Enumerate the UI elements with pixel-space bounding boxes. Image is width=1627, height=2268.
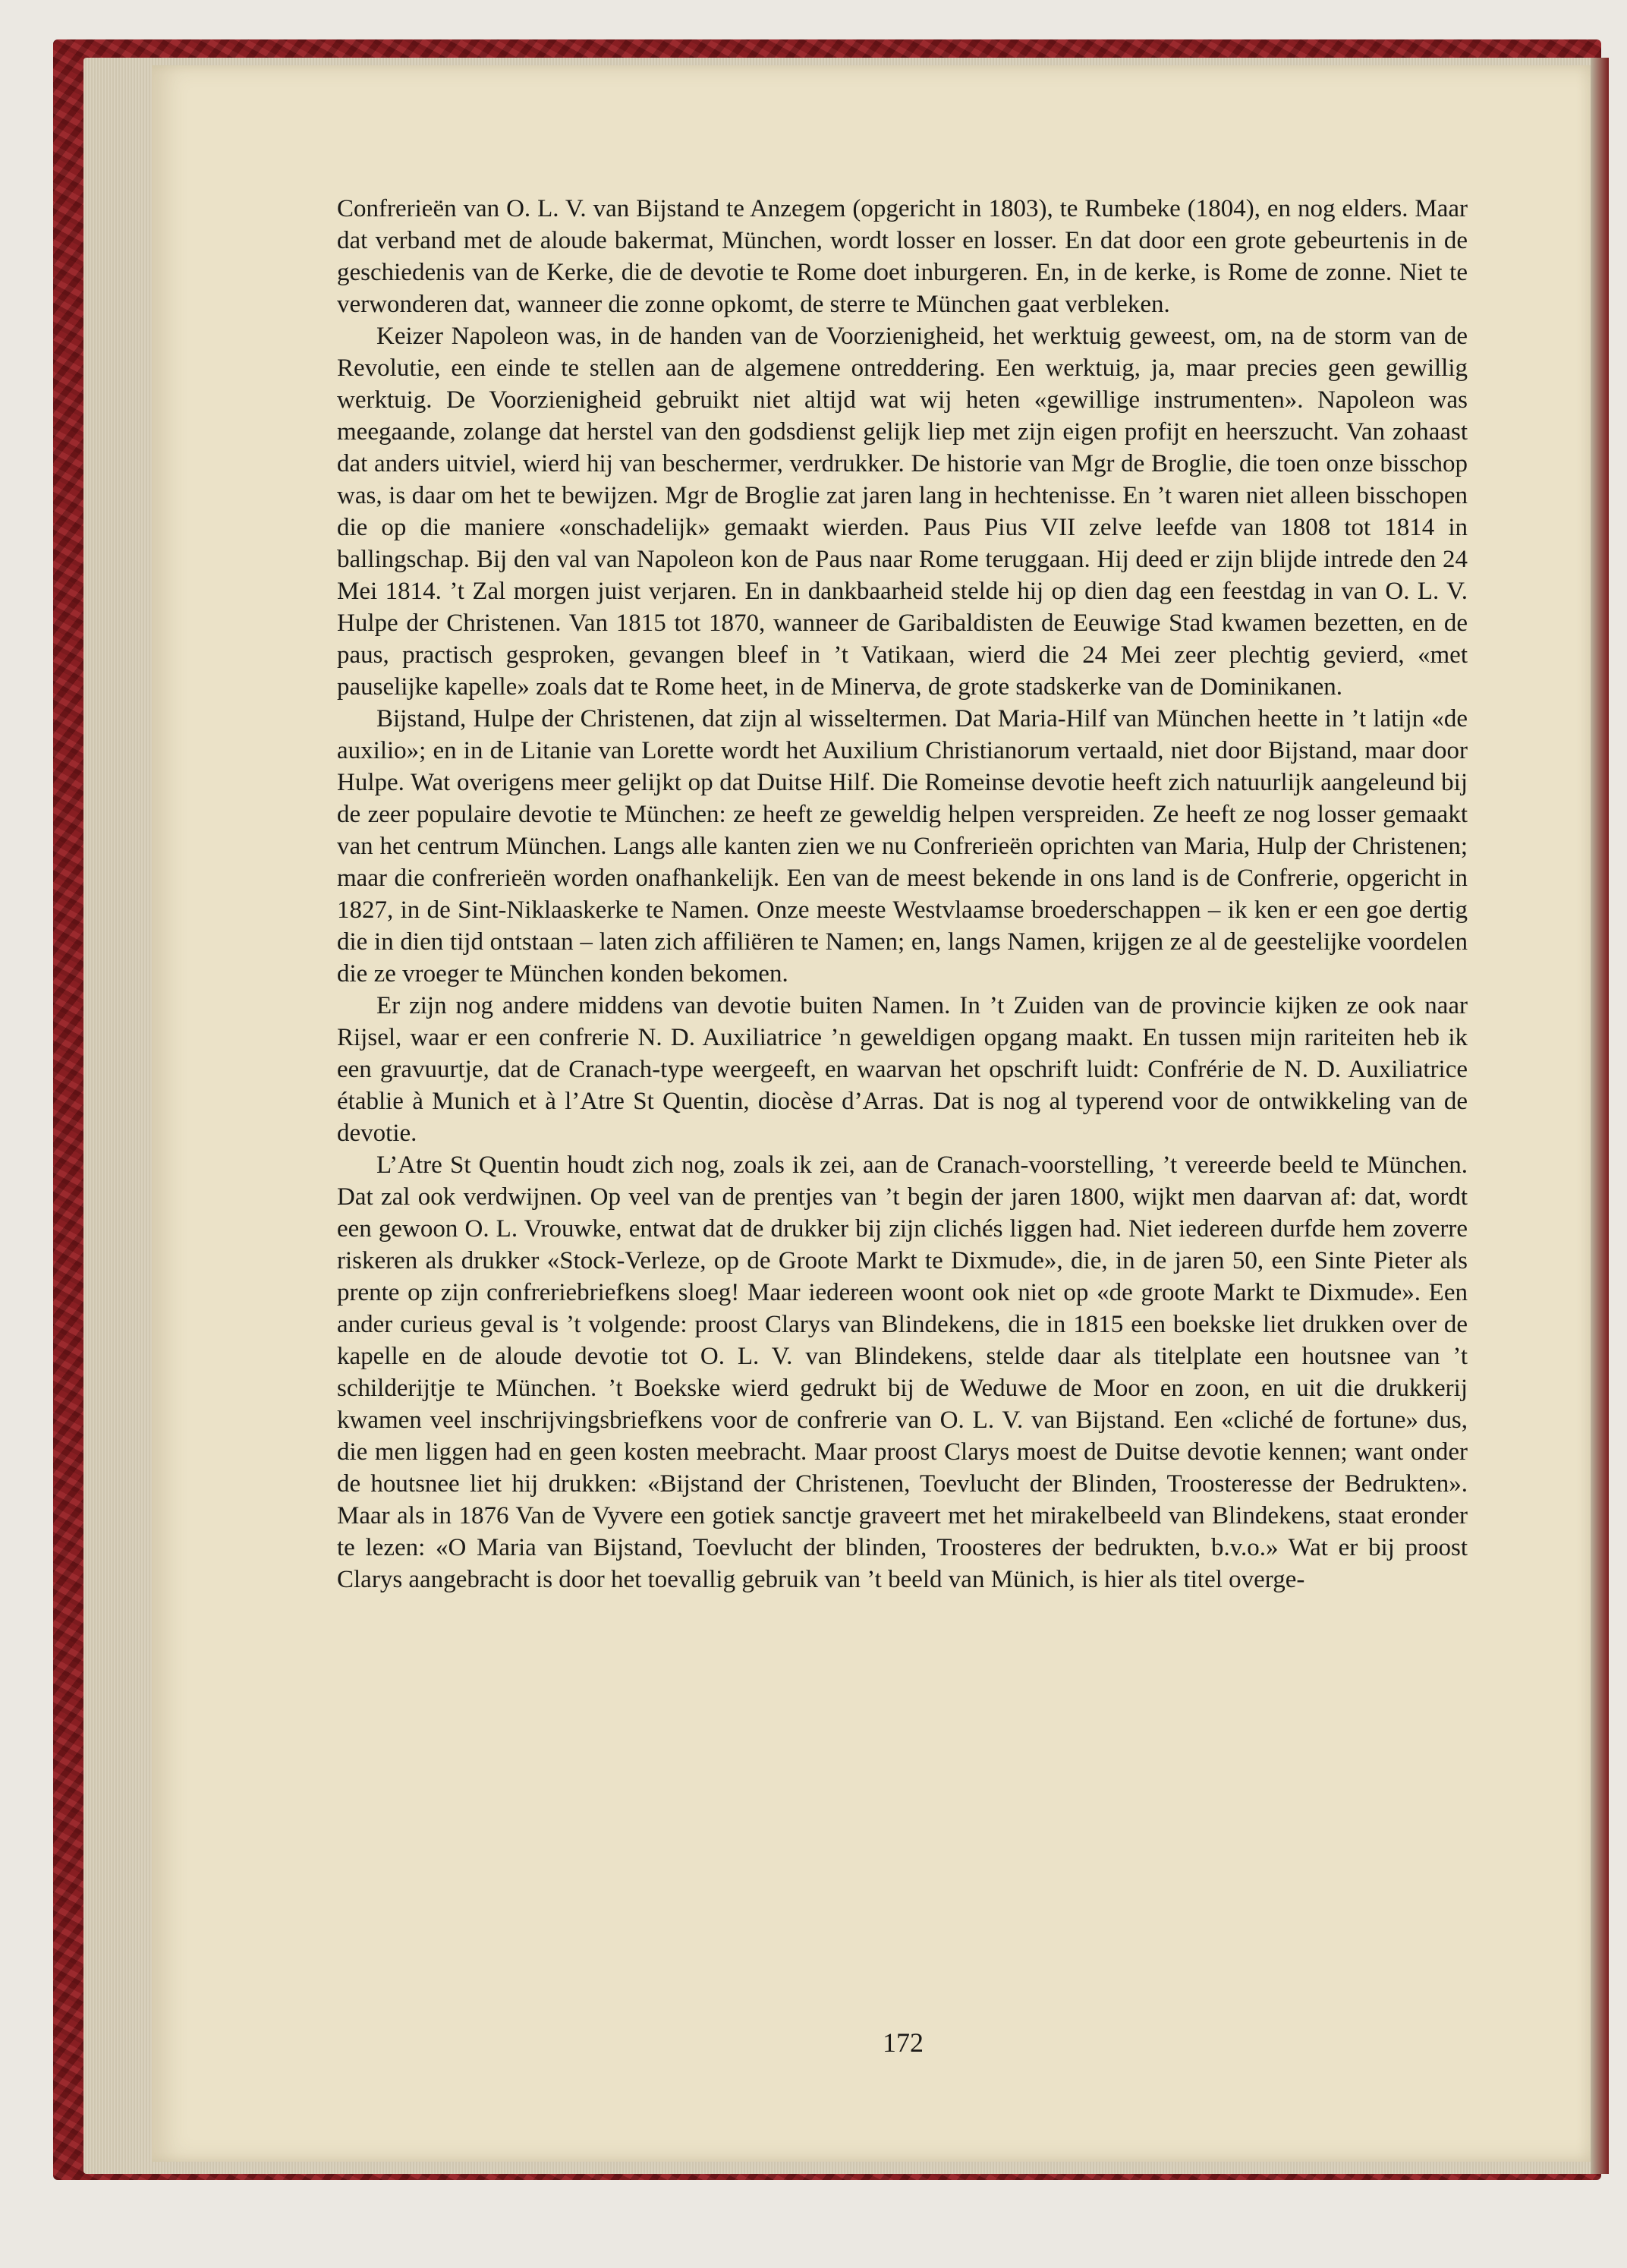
paragraph: Keizer Napoleon was, in de handen van de Voorzienigheid, het werktuig geweest, om, na de storm van de Revolutie, een einde te stellen aan de algemene ontreddering. Een werktuig, ja, maar precies geen gewillig werktuig. De Voorzienigheid gebruikt niet altijd wat wij heten «gewillige instrumenten». Napoleon was meegaande, zolange dat herstel van den godsdienst gelijk liep met zijn eigen profijt en heerszucht. Van zohaast dat anders uitviel, wierd hij van beschermer, verdrukker. De historie van Mgr de Broglie, die toen onze bisschop was, is daar om het te bewijzen. Mgr de Broglie zat jaren lang in hechtenisse. En ’t waren niet alleen bisschopen die op die maniere «onschadelijk» gemaakt wierden. Paus Pius VII zelve leefde van 1808 tot 1814 in ballingschap. Bij den val van Napoleon kon de Paus naar Rome teruggaan. Hij deed er zijn blijde intrede den 24 Mei 1814. ’t Zal morgen juist verjaren. En in dankbaarheid stelde hij op dien dag een feestdag in van O. L. V. Hulpe der Christenen. Van 1815 tot 1870, wanneer de Garibaldisten de Eeuwige Stad kwamen bezetten, en de paus, practisch gesproken, gevangen bleef in ’t Vatikaan, wierd die 24 Mei zeer plechtig gevierd, «met pauselijke kapelle» zoals dat te Rome heet, in de Minerva, de grote stadskerke van de Dominikanen. <box>337 323 1468 701</box>
body-text <box>337 193 1468 1595</box>
cover-right-edge <box>1591 58 1609 2174</box>
page-number: 172 <box>883 2027 924 2058</box>
paragraph: Bijstand, Hulpe der Christenen, dat zijn al wisseltermen. Dat Maria-Hilf van München heette in ’t latijn «de auxilio»; en in de Litanie van Lorette wordt het Auxilium Christianorum vertaald, niet door Bijstand, maar door Hulpe. Wat overigens meer gelijkt op dat Duitse Hilf. Die Romeinse devotie heeft zich natuurlijk aangeleund bij de zeer populaire devotie te München: ze heeft ze geweldig helpen verspreiden. Ze heeft ze nog losser gemaakt van het centrum München. Langs alle kanten zien we nu Confrerieën oprichten van Maria, Hulp der Christenen; maar die confrerieën worden onafhankelijk. Een van de meest bekende in ons land is de Confrerie, opgericht in 1827, in de Sint-Niklaaskerke te Namen. Onze meeste Westvlaamse broederschappen – ik ken er een goe dertig die in dien tijd ontstaan – laten zich affiliëren te Namen; en, langs Namen, krijgen ze al de geestelijke voordelen die ze vroeger te München konden bekomen. <box>337 705 1468 988</box>
paragraph: Confrerieën van O. L. V. van Bijstand te Anzegem (opgericht in 1803), te Rumbeke (1804), en nog elders. Maar dat verband met de aloude bakermat, München, wordt losser en losser. En dat door een grote gebeurtenis in de geschiedenis van de Kerke, die de devotie te Rome doet inburgeren. En, in de kerke, is Rome de zonne. Niet te verwonderen dat, wanneer die zonne opkomt, de sterre te München gaat verbleken. <box>337 195 1468 318</box>
paragraph: L’Atre St Quentin houdt zich nog, zoals ik zei, aan de Cranach-voorstelling, ’t vereerde beeld te München. Dat zal ook verdwijnen. Op veel van de prentjes van ’t begin der jaren 1800, wijkt men daarvan af: dat, wordt een gewoon O. L. Vrouwke, entwat dat de drukker bij zijn clichés liggen had. Niet iedereen durfde hem zoverre riskeren als drukker «Stock-Verleze, op de Groote Markt te Dixmude», die, in de jaren 50, een Sinte Pieter als prente op zijn confreriebriefkens sloeg! Maar iedereen woont ook niet op «de groote Markt te Dixmude». Een ander curieus geval is ’t volgende: proost Clarys van Blindekens, die in 1815 een boekske liet drukken over de kapelle en de aloude devotie tot O. L. V. van Blindekens, stelde daar als titelplate een houtsnee van ’t schilderijtje te München. ’t Boekske wierd gedrukt bij de Weduwe de Moor en zoon, en uit die drukkerij kwamen veel inschrijvingsbriefkens voor de confrerie van O. L. V. van Bijstand. Een «cliché de fortune» dus, die men liggen had en geen kosten meebracht. Maar proost Clarys moest de Duitse devotie kennen; want onder de houtsnee liet hij drukken: «Bijstand der Christenen, Toevlucht der Blinden, Troosteresse der Bedrukten». Maar als in 1876 Van de Vyvere een gotiek sanctje graveert met het mirakelbeeld van Blindekens, staat eronder te lezen: «O Maria van Bijstand, Toevlucht der blinden, Troosteres der bedrukten, b.v.o.» Wat er bij proost Clarys aangebracht is door het toevallig gebruik van ’t beeld van Münich, is hier als titel overge- <box>337 1151 1468 1593</box>
paragraph: Er zijn nog andere middens van devotie buiten Namen. In ’t Zuiden van de provincie kijken ze ook naar Rijsel, waar er een confrerie N. D. Auxiliatrice ’n geweldigen opgang maakt. En tussen mijn rariteiten heb ik een gravuurtje, dat de Cranach-type weergeeft, en waarvan het opschrift luidt: Confrérie de N. D. Auxiliatrice établie à Munich et à l’Atre St Quentin, diocèse d’Arras. Dat is nog al typerend voor de ontwikkeling van de devotie. <box>337 992 1468 1147</box>
